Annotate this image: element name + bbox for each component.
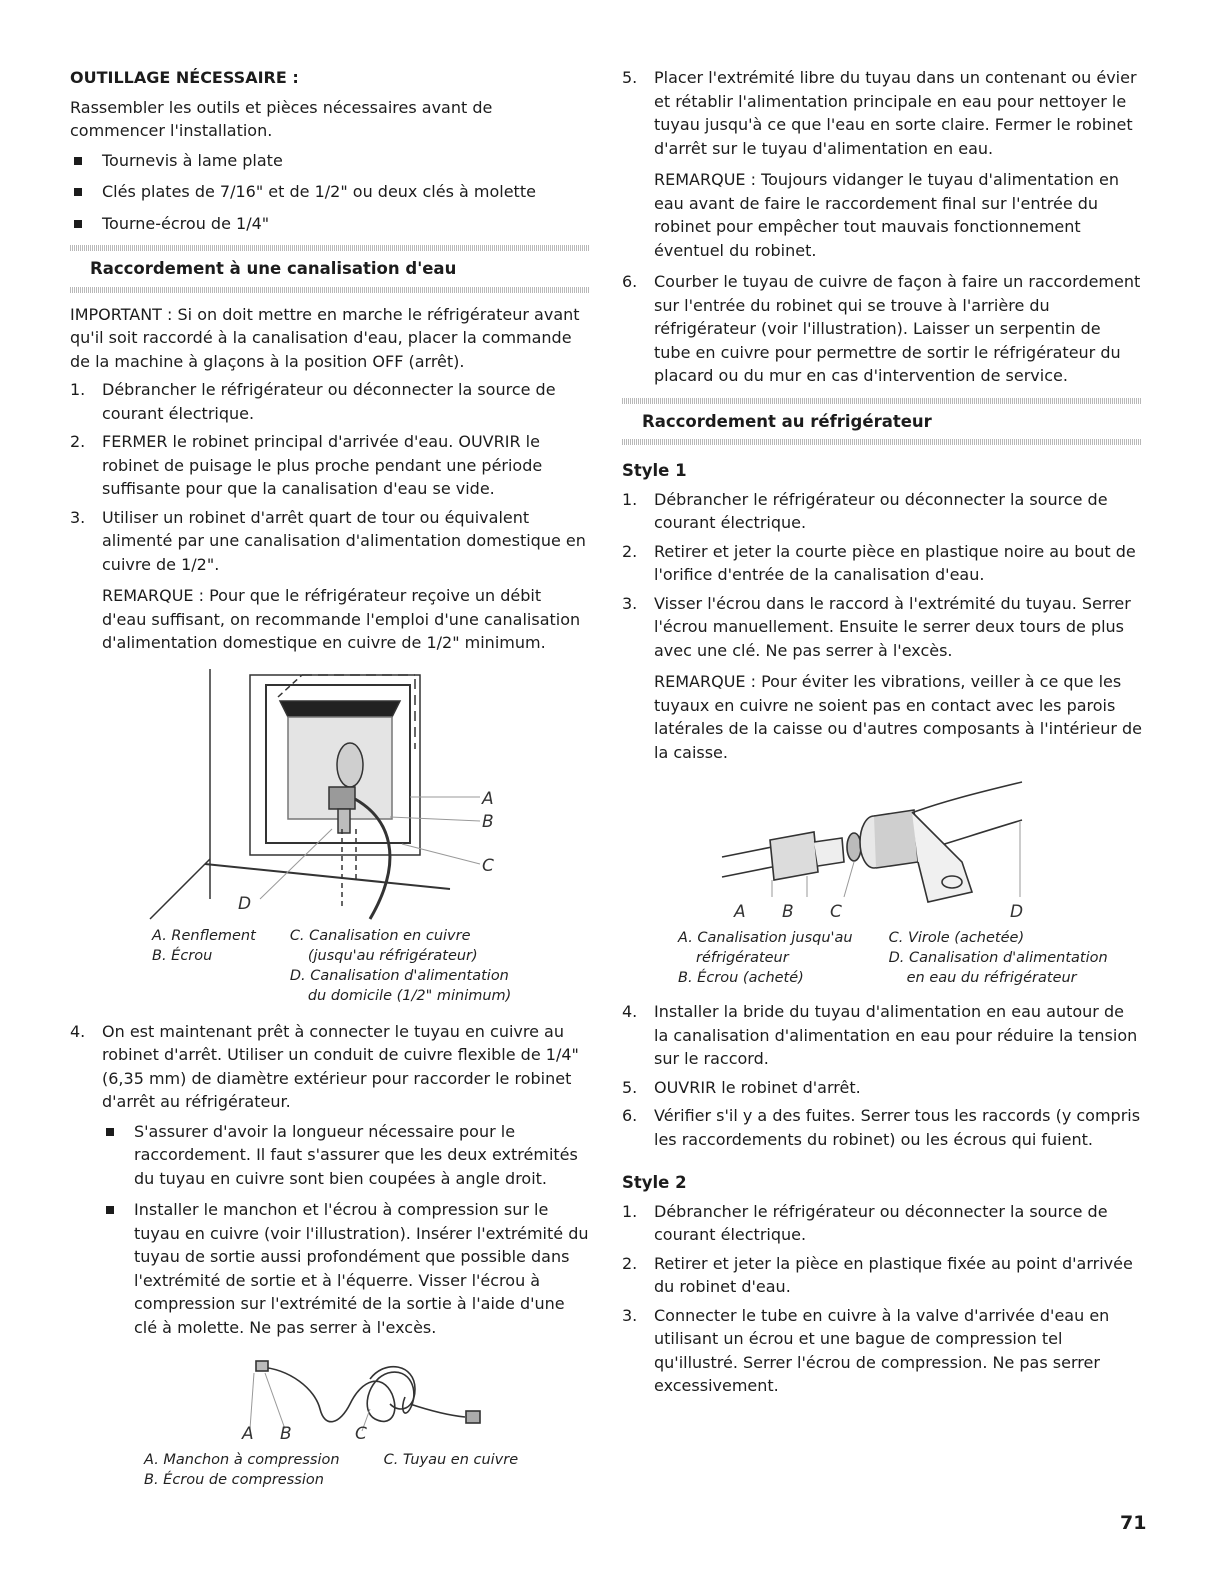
step-number: 2.: [622, 1253, 638, 1273]
step-item: [622, 540, 1142, 587]
figure-label-c: C: [482, 855, 494, 876]
tools-heading: OUTILLAGE NÉCESSAIRE :: [70, 68, 299, 87]
figure-caption: [152, 926, 590, 1006]
step-text: Utiliser un robinet d'arrêt quart de tour ou équivalent alimenté par une canalisation d'alimentation domestique en cuivre de 1/2".: [102, 507, 586, 574]
tools-intro: Rassembler les outils et pièces nécessaires avant de commencer l'installation.: [70, 97, 493, 140]
step-text: Débrancher le réfrigérateur ou déconnecter la source de courant électrique.: [654, 1201, 1108, 1244]
left-column: [70, 66, 590, 1490]
step-item: [70, 506, 590, 577]
tool-item: Tournevis à lame plate: [70, 149, 590, 173]
note-text: REMARQUE : Pour que le réfrigérateur reçoive un débit d'eau suffisant, on recommande l'emploi d'une canalisation d'alimentation domestique en cuivre de 1/2" minimum.: [102, 586, 581, 652]
right-column: [622, 66, 1142, 1403]
step-text: Connecter le tube en cuivre à la valve d'arrivée d'eau en utilisant un écrou et une bague de compression tel qu'illustré. Serrer l'écrou de compression. Ne pas serrer excessivement.: [654, 1305, 1110, 1395]
figure-label-a: A: [482, 788, 494, 809]
caption-c-cont: (jusqu'au réfrigérateur): [307, 947, 478, 964]
caption-b: B. Écrou de compression: [144, 1472, 324, 1488]
step-number: 5.: [622, 68, 638, 87]
figure-label-c: C: [830, 902, 842, 922]
figure-caption: [678, 928, 1142, 988]
step4-bullet: S'assurer d'avoir la longueur nécessaire pour le raccordement. Il faut s'assurer que les deux extrémités du tuyau en cuivre sont bien coupées à angle droit.: [102, 1120, 590, 1191]
caption-d: D. Canalisation d'alimentation: [888, 950, 1108, 966]
step-item: [622, 488, 1142, 535]
figure-compression-fitting: [70, 1349, 590, 1444]
note-text: REMARQUE : Pour éviter les vibrations, veiller à ce que les tuyaux en cuivre ne soient pas en contact avec les parois latérales de la caisse ou d'autres composants à l'intérieur de la caisse.: [654, 672, 1143, 762]
caption-a: A. Renflement: [152, 927, 256, 944]
section-rule-bottom: [622, 439, 1142, 445]
step-item: [622, 592, 1142, 663]
step-item: [622, 1076, 1142, 1100]
step-text: Retirer et jeter la courte pièce en plastique noire au bout de l'orifice d'entrée de la canalisation d'eau.: [654, 541, 1136, 584]
caption-col-2: [384, 1450, 519, 1490]
step-item: [622, 1304, 1142, 1398]
figure-label-b: B: [280, 1424, 292, 1444]
step-text: Retirer et jeter la pièce en plastique fixée au point d'arrivée du robinet d'eau.: [654, 1253, 1133, 1296]
step-number: 3.: [622, 593, 638, 613]
section-title: Raccordement à une canalisation d'eau: [90, 259, 457, 278]
section-title: Raccordement au réfrigérateur: [642, 411, 932, 431]
caption-col-1: [144, 1450, 340, 1490]
step-item: [622, 1200, 1142, 1247]
shutoff-valve-illustration: [70, 669, 590, 924]
step-text: On est maintenant prêt à connecter le tuyau en cuivre au robinet d'arrêt. Utiliser un conduit de cuivre flexible de 1/4" (6,35 mm) de diamètre extérieur pour raccorder le robinet d'arrêt au réfrigérateur.: [102, 1021, 579, 1111]
step-number: 5.: [622, 1077, 638, 1097]
figure-caption: [144, 1450, 590, 1490]
caption-c: C. Tuyau en cuivre: [383, 1452, 519, 1468]
step-number: 2.: [70, 432, 86, 451]
figure-label-d: D: [238, 893, 252, 914]
step-number: 6.: [622, 272, 638, 291]
caption-d-cont: du domicile (1/2" minimum): [307, 987, 512, 1004]
caption-a: A. Canalisation jusqu'au: [678, 930, 853, 946]
section-header-water-line: [70, 245, 590, 293]
caption-a-cont: réfrigérateur: [696, 950, 789, 966]
tool-item: Clés plates de 7/16" et de 1/2" ou deux clés à molette: [70, 180, 590, 204]
step-number: 3.: [70, 507, 86, 527]
step-item: [622, 1252, 1142, 1299]
step4-bullet: Installer le manchon et l'écrou à compression sur le tuyau en cuivre (voir l'illustration). Insérer l'extrémité du tuyau de sortie aussi profondément que possible dans l'extrémité de sortie et à l'équerre. Visser l'écrou à compression sur l'extrémité de la sortie à l'aide d'une clé à molette. Ne pas serrer à l'excès.: [102, 1198, 590, 1339]
section-rule-bottom: [70, 287, 590, 293]
caption-col-2: [290, 926, 512, 1006]
step-number: 4.: [622, 1002, 638, 1021]
step-number: 1.: [622, 1201, 638, 1221]
caption-b: B. Écrou (acheté): [678, 970, 804, 986]
caption-b: B. Écrou: [152, 947, 213, 964]
caption-a: A. Manchon à compression: [144, 1452, 340, 1468]
step-item: [70, 378, 590, 425]
step-item: [622, 1104, 1142, 1151]
step-text: Vérifier s'il y a des fuites. Serrer tous les raccords (y compris les raccordements du robinet) ou les écrous qui fuient.: [654, 1106, 1141, 1149]
style2-title: Style 2: [622, 1173, 687, 1192]
step-number: 4.: [70, 1021, 86, 1041]
figure-label-b: B: [482, 811, 494, 832]
caption-col-1: [152, 926, 256, 1006]
figure-label-c: C: [355, 1424, 367, 1444]
step-number: 3.: [622, 1305, 638, 1325]
step-number: 6.: [622, 1106, 638, 1125]
figure-label-d: D: [1010, 902, 1024, 922]
section-header-refrigerator: [622, 398, 1142, 446]
caption-col-2: [889, 928, 1108, 988]
step-number: 2.: [622, 541, 638, 561]
step-text: Débrancher le réfrigérateur ou déconnecter la source de courant électrique.: [102, 380, 556, 423]
important-notice: IMPORTANT : Si on doit mettre en marche le réfrigérateur avant qu'il soit raccordé à la canalisation d'eau, placer la commande de la machine à glaçons à la position OFF (arrêt).: [70, 304, 580, 371]
step-number: 1.: [70, 380, 86, 399]
step-text: Placer l'extrémité libre du tuyau dans un contenant ou évier et rétablir l'alimentation principale en eau pour nettoyer le tuyau jusqu'à ce que l'eau en sorte claire. Fermer le robinet d'arrêt sur le tuyau d'alimentation en eau.: [654, 68, 1137, 158]
step-number: 1.: [622, 489, 638, 509]
step-text: FERMER le robinet principal d'arrivée d'eau. OUVRIR le robinet de puisage le plus proche pendant une période suffisante pour que la canalisation d'eau se vide.: [102, 432, 543, 498]
tool-item: Tourne-écrou de 1/4": [70, 212, 590, 236]
style1-title: Style 1: [622, 461, 687, 480]
step-item: [70, 1020, 590, 1114]
step-item: [70, 430, 590, 501]
step-text: Installer la bride du tuyau d'alimentation en eau autour de la canalisation d'alimentation en eau pour réduire la tension sur le raccord.: [654, 1002, 1138, 1068]
step-item: [622, 66, 1142, 160]
pipe-connection-illustration: [622, 772, 1142, 922]
caption-c: C. Virole (achetée): [888, 930, 1025, 946]
step-item: [622, 270, 1142, 388]
figure-shutoff-valve: [70, 669, 590, 924]
page-number: 71: [1120, 1512, 1147, 1534]
figure-refrigerator-connection: [622, 772, 1142, 922]
caption-col-1: [678, 928, 853, 988]
caption-d: D. Canalisation d'alimentation: [289, 967, 509, 984]
caption-c: C. Canalisation en cuivre: [289, 927, 471, 944]
figure-label-b: B: [782, 902, 794, 922]
caption-d-cont: en eau du réfrigérateur: [906, 970, 1077, 986]
figure-label-a: A: [734, 902, 746, 922]
step-text: Courber le tuyau de cuivre de façon à faire un raccordement sur l'entrée du robinet qui se trouve à l'arrière du réfrigérateur (voir l'illustration). Laisser un serpentin de tube en cuivre pour permettre de sortir le réfrigérateur du placard ou du mur en cas d'intervention de service.: [654, 272, 1141, 385]
step-text: OUVRIR le robinet d'arrêt.: [654, 1077, 861, 1097]
copper-coil-illustration: [70, 1349, 590, 1444]
step-text: Débrancher le réfrigérateur ou déconnecter la source de courant électrique.: [654, 489, 1108, 532]
step-text: Visser l'écrou dans le raccord à l'extrémité du tuyau. Serrer l'écrou manuellement. Ensuite le serrer deux tours de plus avec une clé. Ne pas serrer à l'excès.: [654, 593, 1131, 660]
step-item: [622, 1000, 1142, 1071]
note-text: REMARQUE : Toujours vidanger le tuyau d'alimentation en eau avant de faire le raccordement final sur l'entrée du robinet pour empêcher tout mauvais fonctionnement éventuel du robinet.: [654, 170, 1120, 260]
figure-label-a: A: [242, 1424, 254, 1444]
